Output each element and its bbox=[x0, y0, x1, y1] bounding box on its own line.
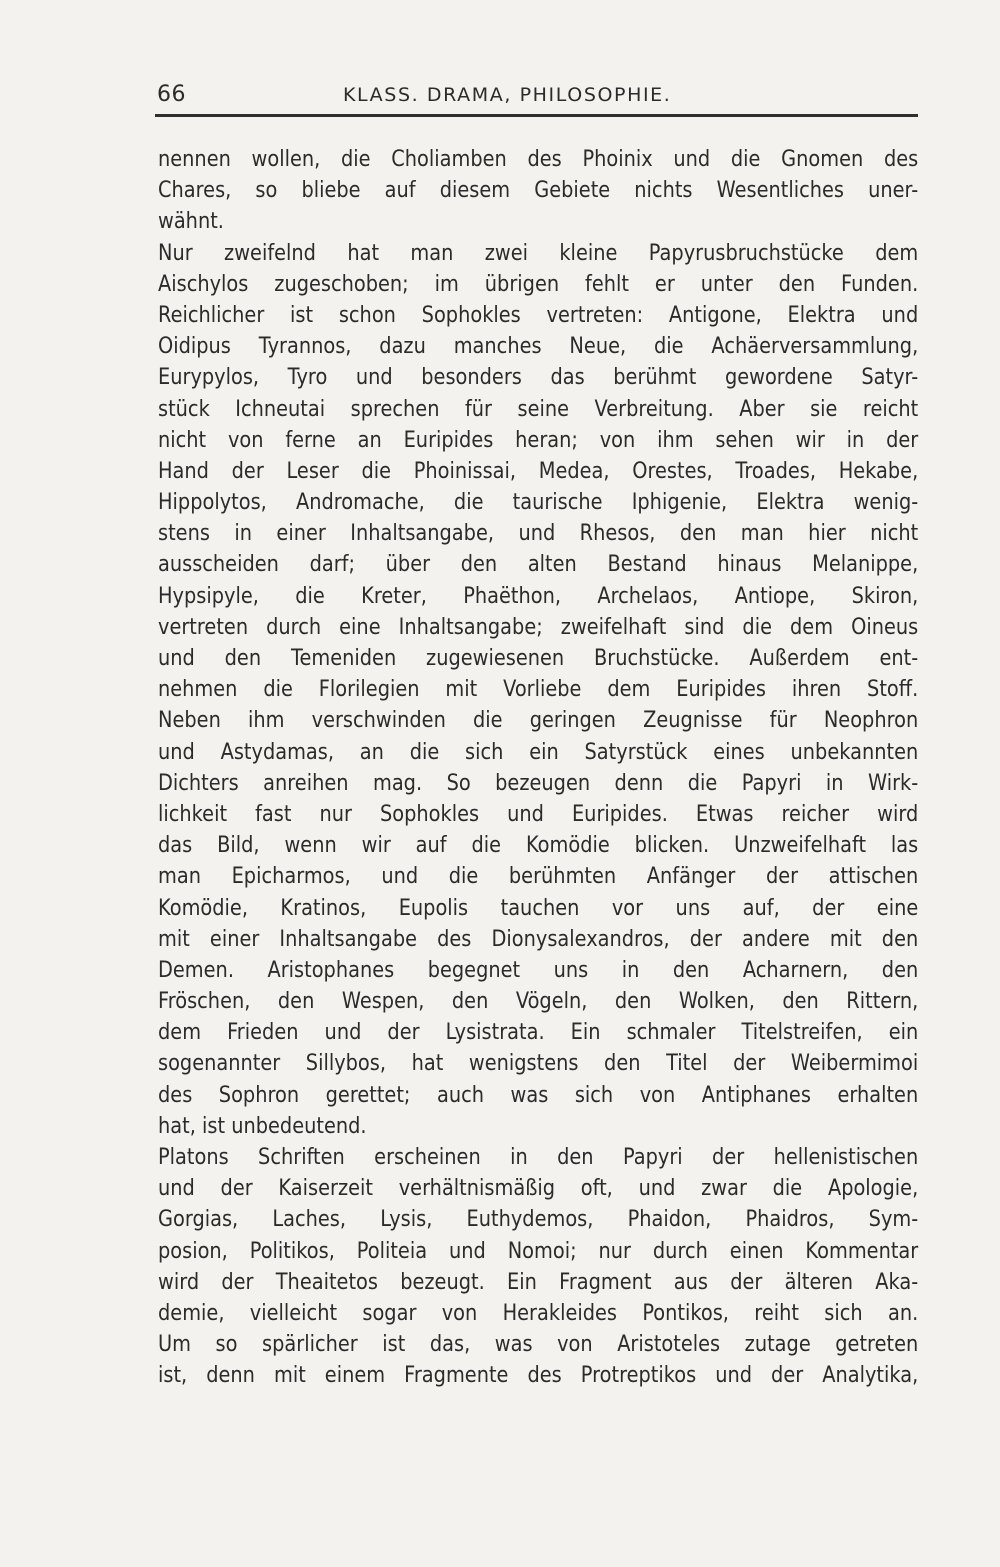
page-header bbox=[157, 78, 918, 114]
text-line: und Astydamas, an die sich ein Satyrstück eines unbekannten bbox=[158, 738, 919, 765]
text-line: hat, ist unbedeutend. bbox=[158, 1112, 367, 1139]
text-line: Hippolytos, Andromache, die taurische Iphigenie, Elektra wenig- bbox=[158, 489, 919, 516]
page-number: 66 bbox=[157, 82, 186, 107]
text-line: wähnt. bbox=[158, 208, 224, 235]
text-line: Hand der Leser die Phoinissai, Medea, Orestes, Troades, Hekabe, bbox=[158, 457, 919, 484]
text-line: ist, denn mit einem Fragmente des Protreptikos und der Analytika, bbox=[158, 1362, 919, 1389]
text-line: nicht von ferne an Euripides heran; von ihm sehen wir in der bbox=[158, 426, 919, 453]
text-line: Reichlicher ist schon Sophokles vertreten: Antigone, Elektra und bbox=[158, 301, 919, 328]
text-line: stück Ichneutai sprechen für seine Verbreitung. Aber sie reicht bbox=[158, 395, 919, 422]
text-line: Platons Schriften erscheinen in den Papyri der hellenistischen bbox=[158, 1144, 919, 1170]
text-line: demie, vielleicht sogar von Herakleides Pontikos, reiht sich an. bbox=[158, 1299, 919, 1326]
text-line: dem Frieden und der Lysistrata. Ein schmaler Titelstreifen, ein bbox=[158, 1019, 919, 1046]
text-line: posion, Politikos, Politeia und Nomoi; nur durch einen Kommentar bbox=[158, 1237, 919, 1264]
text-line: wird der Theaitetos bezeugt. Ein Fragment aus der älteren Aka- bbox=[158, 1268, 919, 1295]
text-line: Aischylos zugeschoben; im übrigen fehlt er unter den Funden. bbox=[158, 270, 919, 297]
running-head: KLASS. DRAMA, PHILOSOPHIE. bbox=[343, 84, 672, 106]
text-line: lichkeit fast nur Sophokles und Euripides. Etwas reicher wird bbox=[158, 800, 919, 827]
text-line: Hypsipyle, die Kreter, Phaëthon, Archelaos, Antiope, Skiron, bbox=[158, 582, 919, 609]
text-line: Oidipus Tyrannos, dazu manches Neue, die Achäerversammlung, bbox=[158, 333, 919, 360]
text-line: Dichters anreihen mag. So bezeugen denn die Papyri in Wirk- bbox=[158, 769, 919, 796]
text-line: vertreten durch eine Inhaltsangabe; zweifelhaft sind die dem Oineus bbox=[158, 613, 919, 640]
text-line: Neben ihm verschwinden die geringen Zeugnisse für Neophron bbox=[158, 707, 919, 734]
text-line: Um so spärlicher ist das, was von Aristoteles zutage getreten bbox=[158, 1331, 919, 1358]
text-line: und der Kaiserzeit verhältnismäßig oft, und zwar die Apologie, bbox=[158, 1175, 919, 1202]
text-line: man Epicharmos, und die berühmten Anfänger der attischen bbox=[158, 863, 919, 890]
text-line: Eurypylos, Tyro und besonders das berühmt gewordene Satyr- bbox=[158, 364, 919, 391]
text-line: das Bild, wenn wir auf die Komödie blicken. Unzweifelhaft las bbox=[158, 832, 919, 859]
text-line: sogenannter Sillybos, hat wenigstens den Titel der Weibermimoi bbox=[158, 1050, 919, 1077]
text-line: Gorgias, Laches, Lysis, Euthydemos, Phaidon, Phaidros, Sym- bbox=[158, 1206, 919, 1233]
text-line: nehmen die Florilegien mit Vorliebe dem Euripides ihren Stoff. bbox=[158, 676, 919, 703]
text-line: des Sophron gerettet; auch was sich von Antiphanes erhalten bbox=[158, 1081, 919, 1108]
text-line: Chares, so bliebe auf diesem Gebiete nichts Wesentliches uner- bbox=[158, 177, 919, 204]
text-line: mit einer Inhaltsangabe des Dionysalexandros, der andere mit den bbox=[158, 925, 919, 952]
text-line: und den Temeniden zugewiesenen Bruchstücke. Außerdem ent- bbox=[158, 645, 919, 671]
text-line: Nur zweifelnd hat man zwei kleine Papyrusbruchstücke dem bbox=[158, 239, 919, 266]
text-line: Demen. Aristophanes begegnet uns in den Acharnern, den bbox=[158, 956, 919, 983]
text-line: Komödie, Kratinos, Eupolis tauchen vor uns auf, der eine bbox=[158, 894, 919, 921]
text-line: Fröschen, den Wespen, den Vögeln, den Wolken, den Rittern, bbox=[158, 988, 919, 1015]
body-text bbox=[158, 144, 918, 1392]
text-line: nennen wollen, die Choliamben des Phoinix und die Gnomen des bbox=[158, 146, 919, 172]
text-line: ausscheiden darf; über den alten Bestand hinaus Melanippe, bbox=[158, 551, 919, 578]
text-line: stens in einer Inhaltsangabe, und Rhesos, den man hier nicht bbox=[158, 520, 919, 547]
header-rule bbox=[155, 114, 918, 117]
